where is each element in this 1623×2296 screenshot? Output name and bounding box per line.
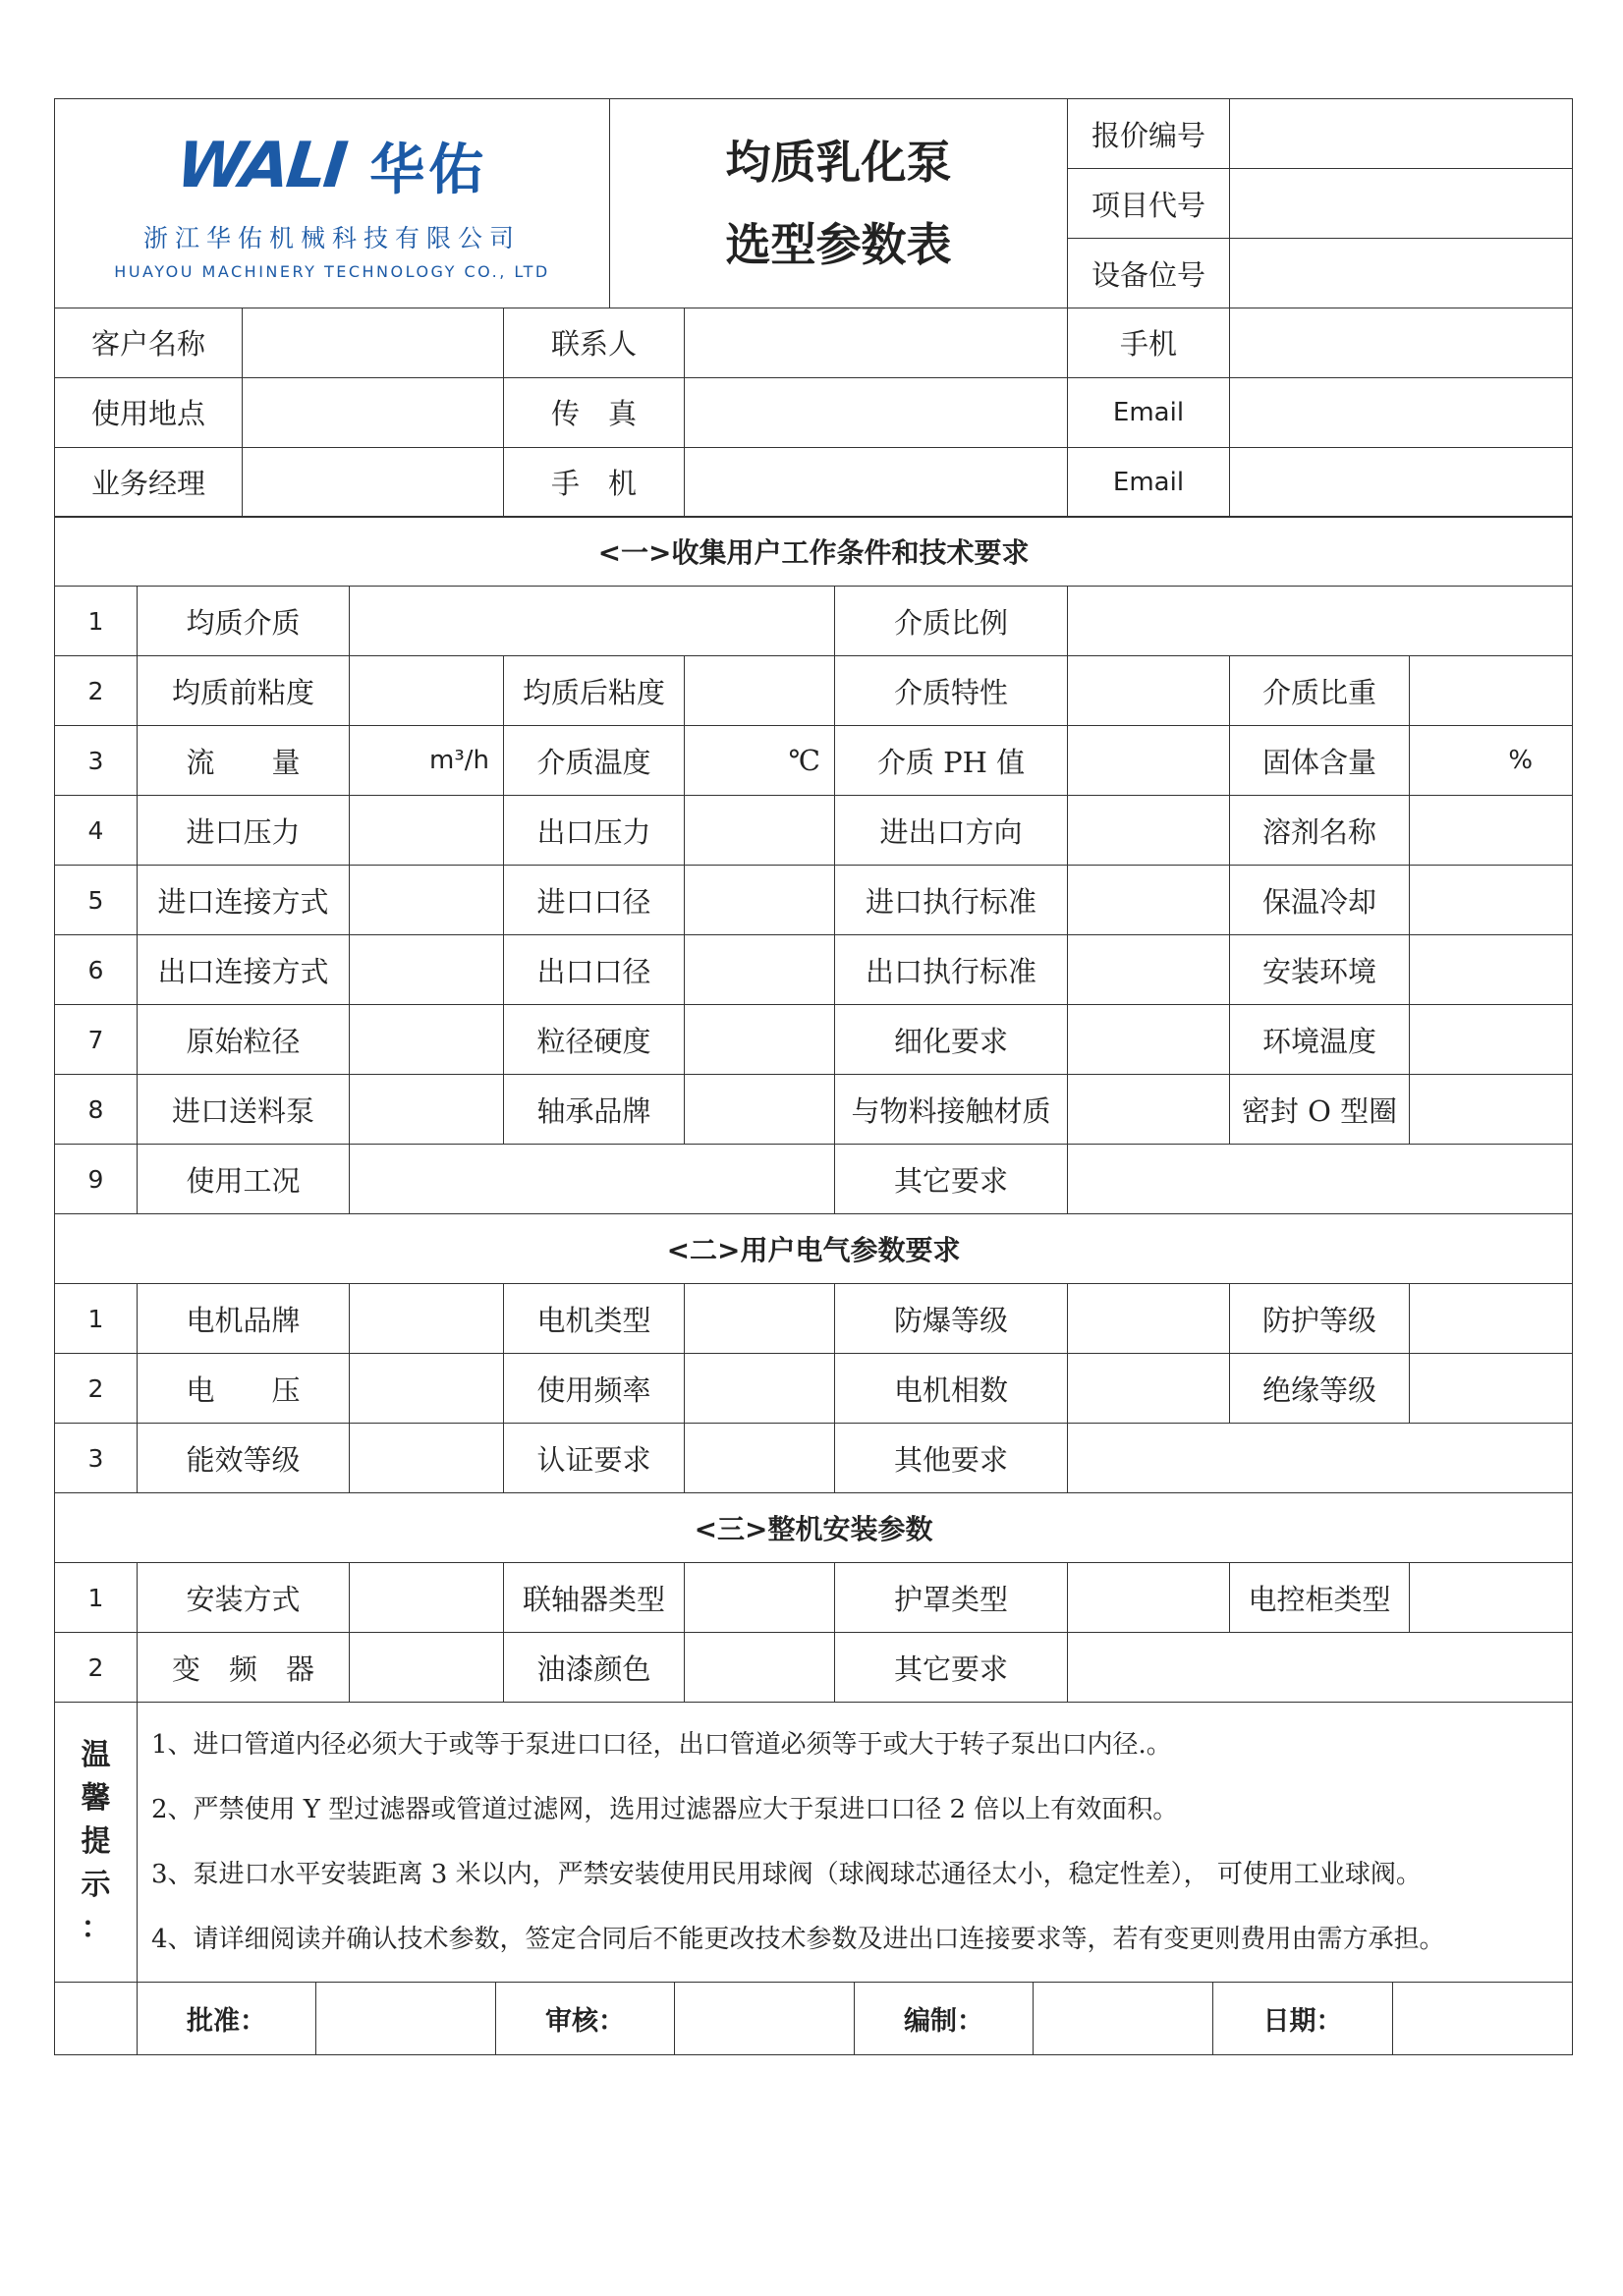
ambient-temp-field[interactable] bbox=[1410, 1005, 1573, 1075]
tips-label bbox=[55, 1703, 138, 1983]
quote-number-field[interactable] bbox=[1230, 99, 1573, 169]
tips-label-char: 馨 bbox=[81, 1781, 111, 1816]
o-ring-label: 密封 O 型圈 bbox=[1230, 1075, 1410, 1145]
date-label: 日期： bbox=[1213, 1982, 1393, 2054]
inlet-standard-label: 进口执行标准 bbox=[835, 866, 1068, 935]
row-number: 1 bbox=[55, 1563, 138, 1633]
row-number: 2 bbox=[55, 1354, 138, 1424]
equipment-tag-label: 设备位号 bbox=[1068, 239, 1230, 308]
approve-label: 批准： bbox=[138, 1982, 316, 2054]
motor-type-label: 电机类型 bbox=[504, 1284, 685, 1354]
wetted-material-field[interactable] bbox=[1068, 1075, 1230, 1145]
other-electrical-field[interactable] bbox=[1068, 1424, 1573, 1493]
fax-field[interactable] bbox=[685, 377, 1068, 447]
specific-gravity-label: 介质比重 bbox=[1230, 656, 1410, 726]
feed-pump-label: 进口送料泵 bbox=[138, 1075, 350, 1145]
motor-phase-label: 电机相数 bbox=[835, 1354, 1068, 1424]
voltage-label: 电 压 bbox=[138, 1354, 350, 1424]
tip-item: 1、进口管道内径必须大于或等于泵进口口径，出口管道必须等于或大于转子泵出口内径.。 bbox=[151, 1730, 1172, 1760]
flow-field[interactable]: m³/h bbox=[350, 726, 504, 796]
row-number: 5 bbox=[55, 866, 138, 935]
refinement-field[interactable] bbox=[1068, 1005, 1230, 1075]
guard-type-label: 护罩类型 bbox=[835, 1563, 1068, 1633]
review-label: 审核： bbox=[496, 1982, 675, 2054]
feed-pump-field[interactable] bbox=[350, 1075, 504, 1145]
inverter-field[interactable] bbox=[350, 1633, 504, 1703]
inlet-pressure-label: 进口压力 bbox=[138, 796, 350, 866]
outlet-standard-label: 出口执行标准 bbox=[835, 935, 1068, 1005]
document-title-line2: 选型参数表 bbox=[725, 218, 952, 271]
email-label: Email bbox=[1068, 377, 1230, 447]
motor-brand-label: 电机品牌 bbox=[138, 1284, 350, 1354]
install-environment-label: 安装环境 bbox=[1230, 935, 1410, 1005]
certification-field[interactable] bbox=[685, 1424, 835, 1493]
inlet-standard-field[interactable] bbox=[1068, 866, 1230, 935]
efficiency-grade-label: 能效等级 bbox=[138, 1424, 350, 1493]
manager-mobile-field[interactable] bbox=[685, 447, 1068, 517]
other-requirements-field[interactable] bbox=[1068, 1145, 1573, 1214]
bearing-brand-field[interactable] bbox=[685, 1075, 835, 1145]
viscosity-before-label: 均质前粘度 bbox=[138, 656, 350, 726]
bearing-brand-label: 轴承品牌 bbox=[504, 1075, 685, 1145]
medium-property-field[interactable] bbox=[1068, 656, 1230, 726]
manager-mobile-label: 手 机 bbox=[504, 447, 685, 517]
outlet-connection-label: 出口连接方式 bbox=[138, 935, 350, 1005]
section2-title: <二>用户电气参数要求 bbox=[55, 1214, 1573, 1284]
row-number: 3 bbox=[55, 726, 138, 796]
date-field[interactable] bbox=[1393, 1982, 1573, 2054]
insulation-cooling-field[interactable] bbox=[1410, 866, 1573, 935]
project-code-label: 项目代号 bbox=[1068, 169, 1230, 239]
prepare-label: 编制： bbox=[855, 1982, 1034, 2054]
operating-condition-label: 使用工况 bbox=[138, 1145, 350, 1214]
insulation-cooling-label: 保温冷却 bbox=[1230, 866, 1410, 935]
mobile-field[interactable] bbox=[1230, 308, 1573, 377]
outlet-standard-field[interactable] bbox=[1068, 935, 1230, 1005]
other-install-label: 其它要求 bbox=[835, 1633, 1068, 1703]
signoff-row bbox=[54, 1982, 1573, 2055]
mobile-label: 手机 bbox=[1068, 308, 1230, 377]
inlet-diameter-label: 进口口径 bbox=[504, 866, 685, 935]
tips-label-char: ： bbox=[81, 1911, 111, 1945]
protection-grade-label: 防护等级 bbox=[1230, 1284, 1410, 1354]
medium-temp-field[interactable]: ℃ bbox=[685, 726, 835, 796]
medium-temp-label: 介质温度 bbox=[504, 726, 685, 796]
project-code-field[interactable] bbox=[1230, 169, 1573, 239]
inlet-connection-label: 进口连接方式 bbox=[138, 866, 350, 935]
coupling-type-label: 联轴器类型 bbox=[504, 1563, 685, 1633]
medium-label: 均质介质 bbox=[138, 587, 350, 656]
row-number: 8 bbox=[55, 1075, 138, 1145]
port-direction-field[interactable] bbox=[1068, 796, 1230, 866]
outlet-diameter-field[interactable] bbox=[685, 935, 835, 1005]
tips-label-char: 温 bbox=[81, 1738, 111, 1772]
particle-hardness-label: 粒径硬度 bbox=[504, 1005, 685, 1075]
customer-info bbox=[54, 308, 1573, 518]
tips-label-char: 示 bbox=[81, 1868, 111, 1902]
document-title-line1: 均质乳化泵 bbox=[725, 136, 952, 189]
outlet-diameter-label: 出口口径 bbox=[504, 935, 685, 1005]
tips-content bbox=[138, 1703, 1573, 1983]
ph-label: 介质 PH 值 bbox=[835, 726, 1068, 796]
logo-cell bbox=[55, 99, 610, 308]
signoff-spacer bbox=[55, 1982, 138, 2054]
brand-logo-text: 华佑 bbox=[369, 138, 488, 202]
solid-content-field[interactable]: % bbox=[1410, 726, 1573, 796]
email-field[interactable] bbox=[1230, 377, 1573, 447]
solvent-name-field[interactable] bbox=[1410, 796, 1573, 866]
voltage-field[interactable] bbox=[350, 1354, 504, 1424]
coupling-type-field[interactable] bbox=[685, 1563, 835, 1633]
control-cabinet-field[interactable] bbox=[1410, 1563, 1573, 1633]
inverter-label: 变 频 器 bbox=[138, 1633, 350, 1703]
certification-label: 认证要求 bbox=[504, 1424, 685, 1493]
fax-label: 传 真 bbox=[504, 377, 685, 447]
outlet-pressure-label: 出口压力 bbox=[504, 796, 685, 866]
contact-label: 联系人 bbox=[504, 308, 685, 377]
motor-phase-field[interactable] bbox=[1068, 1354, 1230, 1424]
manager-field[interactable] bbox=[243, 447, 504, 517]
manager-email-field[interactable] bbox=[1230, 447, 1573, 517]
row-number: 6 bbox=[55, 935, 138, 1005]
specific-gravity-field[interactable] bbox=[1410, 656, 1573, 726]
solvent-name-label: 溶剂名称 bbox=[1230, 796, 1410, 866]
frequency-label: 使用频率 bbox=[504, 1354, 685, 1424]
insulation-grade-label: 绝缘等级 bbox=[1230, 1354, 1410, 1424]
prepare-field[interactable] bbox=[1034, 1982, 1213, 2054]
manager-label: 业务经理 bbox=[55, 447, 243, 517]
row-number: 4 bbox=[55, 796, 138, 866]
guard-type-field[interactable] bbox=[1068, 1563, 1230, 1633]
quote-number-label: 报价编号 bbox=[1068, 99, 1230, 169]
manager-email-label: Email bbox=[1068, 447, 1230, 517]
control-cabinet-label: 电控柜类型 bbox=[1230, 1563, 1410, 1633]
parameter-grid bbox=[54, 516, 1573, 1983]
wetted-material-label: 与物料接触材质 bbox=[835, 1075, 1068, 1145]
motor-type-field[interactable] bbox=[685, 1284, 835, 1354]
flow-label: 流 量 bbox=[138, 726, 350, 796]
viscosity-after-field[interactable] bbox=[685, 656, 835, 726]
motor-brand-field[interactable] bbox=[350, 1284, 504, 1354]
paint-color-label: 油漆颜色 bbox=[504, 1633, 685, 1703]
outlet-connection-field[interactable] bbox=[350, 935, 504, 1005]
row-number: 2 bbox=[55, 1633, 138, 1703]
other-requirements-label: 其它要求 bbox=[835, 1145, 1068, 1214]
row-number: 2 bbox=[55, 656, 138, 726]
medium-field[interactable] bbox=[350, 587, 835, 656]
inlet-diameter-field[interactable] bbox=[685, 866, 835, 935]
medium-ratio-field[interactable] bbox=[1068, 587, 1573, 656]
brand-logo-mark: WALI bbox=[172, 129, 349, 202]
install-environment-field[interactable] bbox=[1410, 935, 1573, 1005]
row-number: 7 bbox=[55, 1005, 138, 1075]
insulation-grade-field[interactable] bbox=[1410, 1354, 1573, 1424]
o-ring-field[interactable] bbox=[1410, 1075, 1573, 1145]
form-header bbox=[54, 98, 1573, 308]
selection-form bbox=[54, 98, 1572, 2055]
mounting-label: 安装方式 bbox=[138, 1563, 350, 1633]
paint-color-field[interactable] bbox=[685, 1633, 835, 1703]
solid-content-label: 固体含量 bbox=[1230, 726, 1410, 796]
inlet-pressure-field[interactable] bbox=[350, 796, 504, 866]
tip-item: 2、严禁使用 Y 型过滤器或管道过滤网，选用过滤器应大于泵进口口径 2 倍以上有效面积。 bbox=[151, 1795, 1179, 1824]
frequency-field[interactable] bbox=[685, 1354, 835, 1424]
explosion-grade-label: 防爆等级 bbox=[835, 1284, 1068, 1354]
particle-hardness-field[interactable] bbox=[685, 1005, 835, 1075]
company-name-en: HUAYOU MACHINERY TECHNOLOGY CO., LTD bbox=[114, 261, 550, 281]
inlet-connection-field[interactable] bbox=[350, 866, 504, 935]
contact-field[interactable] bbox=[685, 308, 1068, 377]
approve-field[interactable] bbox=[316, 1982, 496, 2054]
viscosity-after-label: 均质后粘度 bbox=[504, 656, 685, 726]
tip-item: 4、请详细阅读并确认技术参数，签定合同后不能更改技术参数及进出口连接要求等，若有变更则费用由需方承担。 bbox=[151, 1925, 1445, 1954]
row-number: 1 bbox=[55, 587, 138, 656]
outlet-pressure-field[interactable] bbox=[685, 796, 835, 866]
section3-title: <三>整机安装参数 bbox=[55, 1493, 1573, 1563]
other-electrical-label: 其他要求 bbox=[835, 1424, 1068, 1493]
viscosity-before-field[interactable] bbox=[350, 656, 504, 726]
ph-field[interactable] bbox=[1068, 726, 1230, 796]
row-number: 9 bbox=[55, 1145, 138, 1214]
client-name-label: 客户名称 bbox=[55, 308, 243, 377]
protection-grade-field[interactable] bbox=[1410, 1284, 1573, 1354]
efficiency-grade-field[interactable] bbox=[350, 1424, 504, 1493]
medium-property-label: 介质特性 bbox=[835, 656, 1068, 726]
particle-size-field[interactable] bbox=[350, 1005, 504, 1075]
location-field[interactable] bbox=[243, 377, 504, 447]
refinement-label: 细化要求 bbox=[835, 1005, 1068, 1075]
tips-label-char: 提 bbox=[81, 1824, 111, 1859]
company-name-cn: 浙江华佑机械科技有限公司 bbox=[142, 223, 521, 252]
title-cell bbox=[610, 99, 1068, 308]
particle-size-label: 原始粒径 bbox=[138, 1005, 350, 1075]
other-install-field[interactable] bbox=[1068, 1633, 1573, 1703]
operating-condition-field[interactable] bbox=[350, 1145, 835, 1214]
review-field[interactable] bbox=[675, 1982, 855, 2054]
row-number: 3 bbox=[55, 1424, 138, 1493]
medium-ratio-label: 介质比例 bbox=[835, 587, 1068, 656]
client-name-field[interactable] bbox=[243, 308, 504, 377]
explosion-grade-field[interactable] bbox=[1068, 1284, 1230, 1354]
equipment-tag-field[interactable] bbox=[1230, 239, 1573, 308]
row-number: 1 bbox=[55, 1284, 138, 1354]
mounting-field[interactable] bbox=[350, 1563, 504, 1633]
tip-item: 3、泵进口水平安装距离 3 米以内，严禁安装使用民用球阀（球阀球芯通径太小，稳定性差）， 可使用工业球阀。 bbox=[151, 1860, 1422, 1889]
location-label: 使用地点 bbox=[55, 377, 243, 447]
section1-title: <一>收集用户工作条件和技术要求 bbox=[55, 517, 1573, 587]
ambient-temp-label: 环境温度 bbox=[1230, 1005, 1410, 1075]
port-direction-label: 进出口方向 bbox=[835, 796, 1068, 866]
